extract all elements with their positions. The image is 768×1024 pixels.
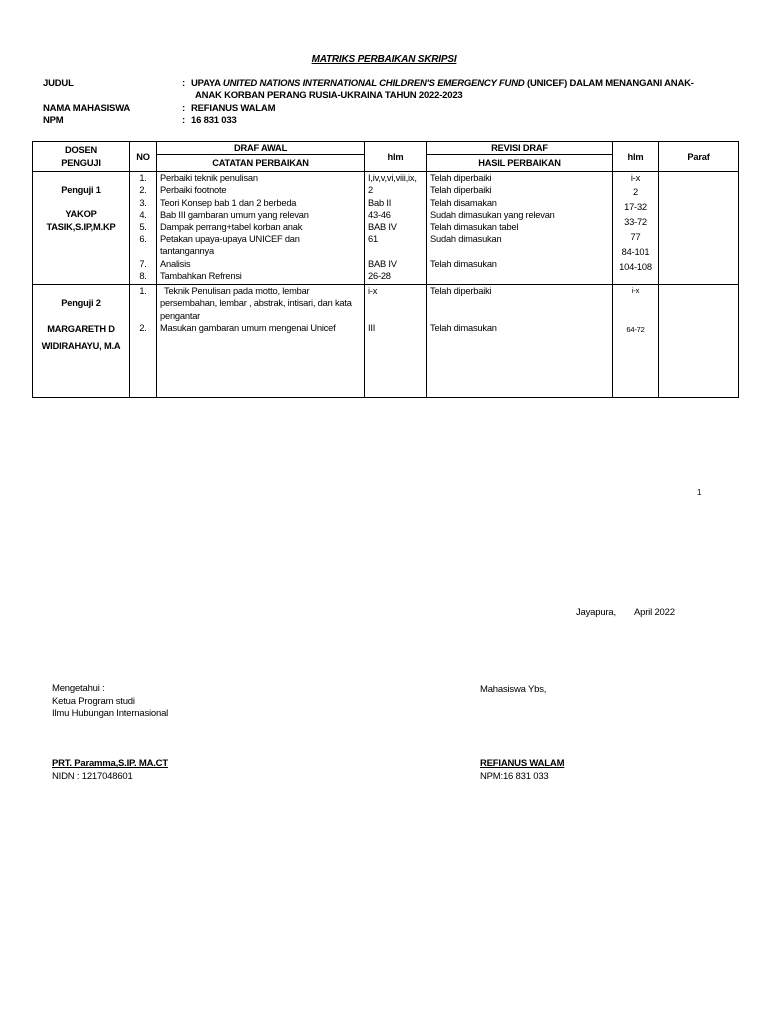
- result-item: Telah dimasukan: [430, 322, 497, 333]
- item-number: 7.: [139, 258, 147, 269]
- sig-left-id: NIDN : 1217048601: [52, 771, 133, 782]
- judul-value: [191, 78, 694, 89]
- revised-hlm-item: 2: [633, 187, 638, 198]
- meta-block: [0, 78, 768, 128]
- revised-hlm-cell: [613, 172, 659, 285]
- nama-label: NAMA MAHASISWA: [43, 103, 131, 114]
- header-paraf: Paraf: [659, 142, 739, 172]
- item-number: 8.: [139, 270, 147, 281]
- note-item: Tambahkan Refrensi: [160, 270, 242, 281]
- paraf-cell: [659, 285, 739, 398]
- notes-cell: [157, 285, 365, 398]
- hlm-item: III: [368, 322, 376, 333]
- place-date: April 2022: [634, 607, 675, 618]
- judul-italic: UNITED NATIONS INTERNATIONAL CHILDREN'S EMERGENCY FUND: [222, 78, 525, 89]
- hlm-item: I,iv,v,vi,viii,ix,: [368, 173, 417, 184]
- npm-value: 16 831 033: [191, 115, 237, 126]
- judul-line2: ANAK KORBAN PERANG RUSIA-UKRAINA TAHUN 2022-2023: [195, 90, 463, 101]
- revised-hlm-item: 17-32: [624, 202, 647, 213]
- result-item: Telah diperbaiki: [430, 286, 492, 297]
- note-item: Perbaiki teknik penulisan: [160, 173, 258, 184]
- sig-left-line3: Ilmu Hubungan Internasional: [52, 708, 169, 720]
- result-item: Sudah dimasukan: [430, 234, 502, 245]
- results-cell: [427, 285, 613, 398]
- result-item: Telah diperbaiki: [430, 185, 492, 196]
- item-number: 6.: [139, 234, 147, 245]
- colon: :: [182, 115, 185, 126]
- place-city: Jayapura,: [576, 607, 616, 618]
- item-number: 2.: [139, 185, 147, 196]
- item-number: 4.: [139, 209, 147, 220]
- note-item: Teori Konsep bab 1 dan 2 berbeda: [160, 197, 297, 208]
- sig-left-name: PRT. Paramma,S.IP. MA.CT: [52, 758, 168, 769]
- item-number: 3.: [139, 197, 147, 208]
- examiner-name: MARGARETH D: [47, 324, 115, 335]
- judul-label: JUDUL: [43, 78, 74, 89]
- result-item: Telah disamakan: [430, 197, 497, 208]
- colon: :: [182, 78, 185, 89]
- hlm-item: 2: [368, 185, 373, 196]
- hlm-item: i-x: [368, 286, 378, 297]
- npm-label: NPM: [43, 115, 64, 126]
- header-dosen-text: DOSEN PENGUJI: [61, 145, 101, 168]
- note-item: Dampak perrang+tabel korban anak: [160, 222, 303, 233]
- examiner-cell: [33, 172, 130, 285]
- header-no: NO: [130, 142, 157, 172]
- examiner-label: Penguji 1: [61, 185, 101, 196]
- header-revisi-draf: REVISI DRAF: [427, 142, 613, 155]
- revised-hlm-item: i-x: [631, 286, 640, 296]
- examiner-name-cont: WIDIRAHAYU, M.A: [41, 341, 121, 352]
- numbers-cell: [130, 285, 157, 398]
- result-item: Telah dimasukan: [430, 258, 497, 269]
- sig-right-line1: Mahasiswa Ybs,: [480, 684, 547, 695]
- sig-left-line1: Mengetahui :: [52, 683, 105, 694]
- item-number: 5.: [139, 222, 147, 233]
- item-number: 2.: [139, 322, 147, 333]
- page-number: 1: [697, 488, 702, 497]
- nama-value: REFIANUS WALAM: [191, 103, 276, 114]
- colon: :: [182, 103, 185, 114]
- result-item: Telah dimasukan tabel: [430, 222, 519, 233]
- hlm-item: BAB IV: [368, 222, 397, 233]
- paraf-cell: [659, 172, 739, 285]
- revision-matrix-table: [32, 141, 739, 398]
- examiner-name: YAKOP: [65, 209, 97, 220]
- hlm-cell: [365, 285, 427, 398]
- note-item: Teknik Penulisan pada motto, lembar persembahan, lembar , abstrak, intisari, dan kata pengantar: [160, 286, 352, 321]
- item-number: 1.: [139, 173, 147, 184]
- hlm-item: BAB IV: [368, 258, 397, 269]
- note-item: Analisis: [160, 258, 191, 269]
- examiner-cell: [33, 285, 130, 398]
- revised-hlm-item: 77: [630, 232, 641, 243]
- revised-hlm-item: 104-108: [619, 262, 652, 273]
- sig-right-name: REFIANUS WALAM: [480, 758, 565, 769]
- judul-suffix: (UNICEF) DALAM MENANGANI ANAK-: [526, 78, 694, 89]
- note-item: tantangannya: [160, 246, 214, 257]
- document-title: MATRIKS PERBAIKAN SKRIPSI: [311, 54, 457, 65]
- revised-hlm-item: 33-72: [624, 217, 647, 228]
- header-hlm: hlm: [365, 142, 427, 172]
- note-item: Bab III gambaran umum yang relevan: [160, 209, 309, 220]
- result-item: Sudah dimasukan yang relevan: [430, 209, 555, 220]
- header-dosen: [33, 142, 130, 172]
- header-hlm-revised: hlm: [613, 142, 659, 172]
- examiner-label: Penguji 2: [61, 298, 101, 309]
- hlm-item: Bab II: [368, 197, 392, 208]
- revised-hlm-item: 64-72: [626, 325, 645, 335]
- hlm-item: 61: [368, 234, 378, 245]
- examiner-name-cont: TASIK,S.IP,M.KP: [46, 221, 116, 232]
- note-item: Petakan upaya-upaya UNICEF dan: [160, 234, 300, 245]
- examiner-row: [33, 172, 739, 285]
- signature-left: [52, 683, 312, 721]
- header-draf-awal: DRAF AWAL: [157, 142, 365, 155]
- hlm-item: 43-46: [368, 209, 391, 220]
- header-hasil: HASIL PERBAIKAN: [427, 155, 613, 172]
- revised-hlm-item: 84-101: [621, 247, 650, 258]
- sig-right-id: NPM:16 831 033: [480, 771, 549, 782]
- revised-hlm-cell: [613, 285, 659, 398]
- notes-cell: [157, 172, 365, 285]
- sig-left-line2: Ketua Program studi: [52, 695, 135, 707]
- hlm-item: 26-28: [368, 270, 391, 281]
- note-item: Perbaiki footnote: [160, 185, 227, 196]
- examiner-row: [33, 285, 739, 398]
- numbers-cell: [130, 172, 157, 285]
- judul-prefix: UPAYA: [191, 78, 221, 89]
- result-item: Telah diperbaiki: [430, 173, 492, 184]
- header-catatan: CATATAN PERBAIKAN: [157, 155, 365, 172]
- item-number: 1.: [139, 286, 147, 297]
- note-item: Masukan gambaran umum mengenai Unicef: [160, 322, 336, 333]
- results-cell: [427, 172, 613, 285]
- hlm-cell: [365, 172, 427, 285]
- revised-hlm-item: i-x: [630, 173, 641, 184]
